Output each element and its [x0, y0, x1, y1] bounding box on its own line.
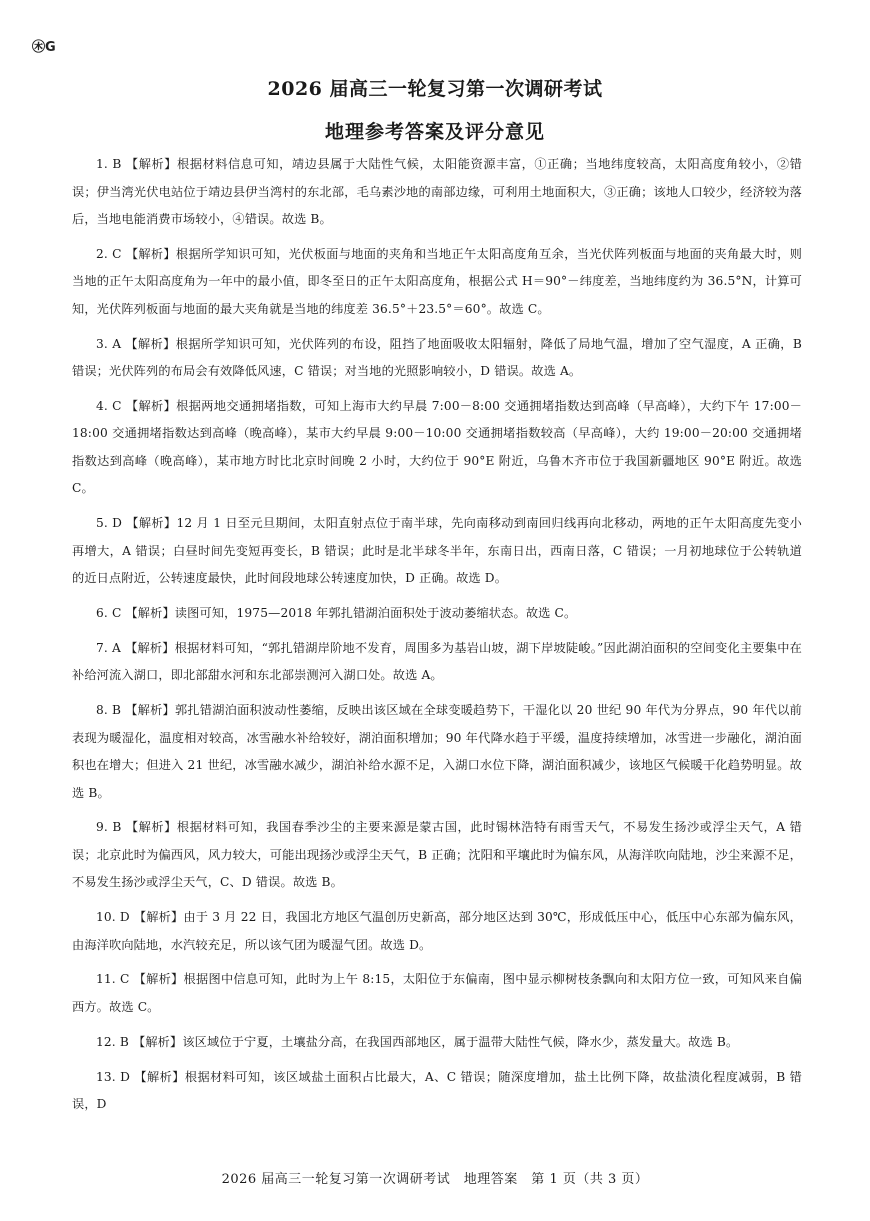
answer-list	[72, 151, 802, 1126]
answer-item-13: 13. D 【解析】根据材料可知，该区域盐土面积占比最大，A、C 错误；随深度增加，盐土比例下降，故盐渍化程度减弱，B 错误，D	[72, 1069, 802, 1112]
answer-item-11: 11. C 【解析】根据图中信息可知，此时为上午 8:15，太阳位于东偏南，图中显示柳树枝条飘向和太阳方位一致，可知风来自偏西方。故选 C。	[72, 972, 802, 1014]
answer-item-3: 3. A 【解析】根据所学知识可知，光伏阵列的布设，阻挡了地面吸收太阳辐射，降低了局地气温，增加了空气湿度，A 正确，B 错误；光伏阵列的布局会有效降低风速，C 错误；对当地的光照影响较小，D 错误。故选 A。	[72, 336, 802, 379]
answer-item-6: 6. C 【解析】读图可知，1975—2018 年郭扎错湖泊面积处于波动萎缩状态。故选 C。	[96, 605, 577, 620]
answer-item-4: 4. C 【解析】根据两地交通拥堵指数，可知上海市大约早晨 7:00－8:00 交通拥堵指数达到高峰（早高峰），大约下午 17:00－18:00 交通拥堵指数达到高峰（晚高峰），某市大约早晨 9:00－10:00 交通拥堵指数较高（早高峰），大约 19:00－20:00 交通拥堵指数达到高峰（晚高峰），某市地方时比北京时间晚 2 小时，大约位于 90°E 附近，乌鲁木齐市位于我国新疆地区 90°E 附近。故选 C。	[72, 398, 802, 496]
answer-item-9: 9. B 【解析】根据材料可知，我国春季沙尘的主要来源是蒙古国，此时锡林浩特有雨雪天气，不易发生扬沙或浮尘天气，A 错误；北京此时为偏西风，风力较大，可能出现扬沙或浮尘天气，B 正确；沈阳和平壤此时为偏东风，从海洋吹向陆地，沙尘来源不足，不易发生扬沙或浮尘天气，C、D 错误。故选 B。	[72, 820, 802, 890]
answer-item-12: 12. B 【解析】该区域位于宁夏，土壤盐分高，在我国西部地区，属于温带大陆性气候，降水少，蒸发量大。故选 B。	[96, 1034, 739, 1049]
answer-item-10: 10. D 【解析】由于 3 月 22 日，我国北方地区气温创历史新高，部分地区达到 30℃，形成低压中心，低压中心东部为偏东风，由海洋吹向陆地，水汽较充足，所以该气团为暖湿气团。故选 D。	[72, 910, 802, 952]
logo: ㊍G	[32, 40, 56, 55]
page-title: 2026 届高三一轮复习第一次调研考试	[267, 78, 603, 100]
answer-item-5: 5. D 【解析】12 月 1 日至元旦期间，太阳直射点位于南半球，先向南移动到南回归线再向北移动，两地的正午太阳高度先变小再增大，A 错误；白昼时间先变短再变长，B 错误；此时是北半球冬半年，东南日出，西南日落，C 错误；一月初地球位于公转轨道的近日点附近，公转速度最快，此时间段地球公转速度加快，D 正确。故选 D。	[72, 516, 802, 586]
answer-item-2: 2. C 【解析】根据所学知识可知，光伏板面与地面的夹角和当地正午太阳高度角互余，当光伏阵列板面与地面的夹角最大时，则当地的正午太阳高度角为一年中的最小值，即冬至日的正午太阳高度角，根据公式 H＝90°－纬度差，当地纬度约为 36.5°N，计算可知，光伏阵列板面与地面的最大夹角就是当地的纬度差 36.5°＋23.5°＝60°。故选 C。	[72, 246, 802, 316]
answer-item-1: 1. B 【解析】根据材料信息可知，靖边县属于大陆性气候，太阳能资源丰富，①正确；当地纬度较高，太阳高度角较小，②错误；伊当湾光伏电站位于靖边县伊当湾村的东北部，毛乌素沙地的南部边缘，可利用土地面积大，③正确；该地人口较少，经济较为落后，当地电能消费市场较小，④错误。故选 B。	[72, 157, 802, 226]
answer-item-8: 8. B 【解析】郭扎错湖泊面积波动性萎缩，反映出该区域在全球变暖趋势下，干湿化以 20 世纪 90 年代为分界点，90 年代以前表现为暖湿化，温度相对较高，冰雪融水补给较好，湖泊面积增加；90 年代降水趋于平缓，温度持续增加，冰雪进一步融化，湖泊面积也在增大；但进入 21 世纪，冰雪融水减少，湖泊补给水源不足，入湖口水位下降，湖泊面积减少，该地区气候暖干化趋势明显。故选 B。	[72, 703, 802, 800]
page-subtitle: 地理参考答案及评分意见	[324, 121, 545, 143]
answer-item-7: 7. A 【解析】根据材料可知，“郭扎错湖岸阶地不发育，周围多为基岩山坡，湖下岸坡陡峻。”因此湖泊面积的空间变化主要集中在补给河流入湖口，即北部甜水河和东北部崇测河入湖口处。故选 A。	[72, 640, 802, 683]
page-footer: 2026 届高三一轮复习第一次调研考试 地理答案 第 1 页（共 3 页）	[221, 1172, 649, 1187]
